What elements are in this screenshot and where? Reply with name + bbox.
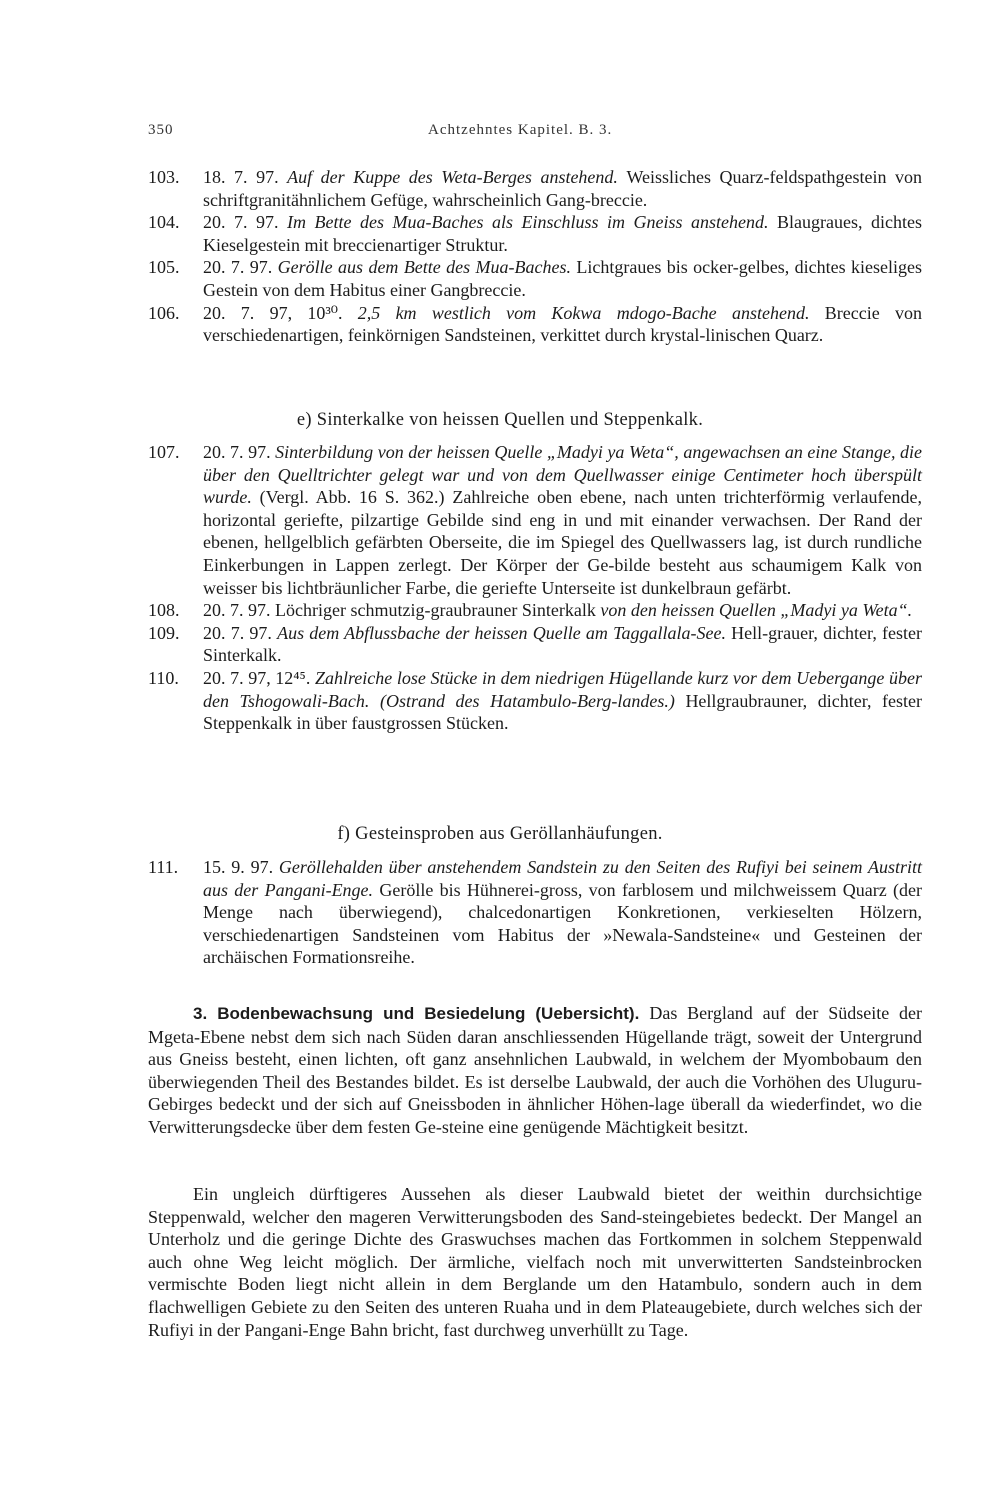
entry-number: 107.: [148, 442, 180, 462]
entry-list-group3: [148, 856, 922, 969]
entry-locality: Auf der Kuppe des Weta-Berges anstehend.: [287, 167, 627, 187]
entry-locality: Geröllehalden über anstehendem Sandstein zu den Seiten des Rufiyi bei seinem Austritt aus der Pangani-Enge.: [203, 857, 922, 900]
entry-description: Löchriger schmutzig-graubrauner Sinterkalk: [275, 600, 601, 621]
section-3-paragraph-2: [148, 1183, 922, 1341]
entry-list-group1: [148, 166, 922, 347]
entry-date: 20. 7. 97.: [203, 600, 275, 621]
section-heading-f: f) Gesteinsproben aus Geröllanhäufungen.: [337, 824, 663, 844]
entry-108: [148, 599, 922, 622]
entry-locality: von den heissen Quellen „Madyi ya Weta“.: [600, 600, 913, 621]
page-header: [148, 122, 928, 146]
entry-number: 105.: [148, 257, 180, 278]
entry-date: 20. 7. 97, 10³⁰.: [203, 302, 358, 323]
entry-description: Hell-grauer, dichter, fester Sinterkalk.: [203, 622, 922, 666]
entry-107: [148, 441, 922, 599]
entry-date: 20. 7. 97.: [203, 257, 278, 278]
entry-number: 108.: [148, 600, 180, 621]
entry-locality: 2,5 km westlich vom Kokwa mdogo-Bache anstehend.: [357, 302, 825, 323]
entry-description: Hellgraubrauner, dichter, fester Steppenkalk in über faustgrossen Stücken.: [203, 690, 922, 734]
entry-110: [148, 667, 922, 735]
running-title: Achtzehntes Kapitel. B. 3.: [428, 122, 613, 138]
paragraph-text: Das Bergland auf der Südseite der Mgeta-Ebene nebst dem sich nach Süden daran anschliessenden Hügellande trägt, soweit der Untergrund aus Gneiss besteht, einen lichten, oft ganz ansehnlichen Laubwald, in welchem der Myombobaum den überwiegenden Theil des Bestandes bildet. Es ist derselbe Laubwald, der auch die Vorhöhen des Uluguru-Gebirges bedeckt und der sich auf Gneissboden in ähnlicher Höhen-lage überall da wiederfindet, wo die Verwitterungsdecke über dem festen Ge-steine eine genügende Mächtigkeit besitzt.: [148, 1003, 922, 1137]
entry-date: 20. 7. 97.: [203, 622, 278, 643]
entry-date: 20. 7. 97.: [203, 442, 276, 462]
entry-description: Blaugraues, dichtes Kieselgestein mit breccienartiger Struktur.: [203, 212, 922, 255]
section-3-heading: 3. Bodenbewachsung und Besiedelung (Uebersicht).: [193, 1004, 650, 1023]
entry-109: [148, 622, 922, 667]
entry-number: 110.: [148, 667, 179, 688]
entry-locality: Zahlreiche lose Stücke in dem niedrigen Hügellande kurz vor dem Uebergange über den Tshogowali-Bach. (Ostrand des Hatambulo-Berg-landes.): [203, 667, 922, 711]
entry-locality: Sinterbildung von der heissen Quelle „Madyi ya Weta“, angewachsen an eine Stange, die über den Quelltrichter gelegt war und von dem Quellwasser einige Centimeter hoch überspült wurde.: [203, 442, 922, 508]
entry-locality: Aus dem Abflussbache der heissen Quelle am Taggallala-See.: [277, 622, 732, 643]
entry-description: Breccie von verschiedenartigen, feinkörnigen Sandsteinen, verkittet durch krystal-linischen Quarz.: [203, 302, 922, 346]
entry-description: (Vergl. Abb. 16 S. 362.) Zahlreiche oben ebene, nach unten trichterförmig verlaufende, horizontal geriefte, pilzartige Gebilde sind eng in und mit einander verwachsen. Der Rand der ebenen, hellgelblich gefärbten Oberseite, die im Spiegel des Quellwassers lag, ist durch rundliche Einkerbungen in Lappen zerlegt. Der Körper der Ge-bilde besteht aus schaumigem Kalk von weisser bis lichtbräunlicher Farbe, die geriefte Unterseite ist dunkelbraun gefärbt.: [203, 487, 922, 598]
paragraph-text: Ein ungleich dürftigeres Aussehen als dieser Laubwald bietet der weithin durchsichtige Steppenwald, welcher den mageren Verwitterungsboden des Sand-steingebietes bedeckt. Der Mangel an Unterholz und die geringe Dichte des Graswuchses machen das Fortkommen in solchem Steppenwald auch ohne Weg leicht möglich. Der ärmliche, vielfach noch mit unverwitterten Sandsteinbrocken vermischte Boden liegt nicht allein in dem Berglande um den Hatambulo, sondern auch in dem flachwelligen Gebiete zu den Seiten des unteren Ruaha und in dem Plateaugebiete, durch welches sich der Rufiyi in der Pangani-Enge Bahn bricht, fast durchweg unverhüllt zu Tage.: [148, 1184, 922, 1340]
entry-105: [148, 256, 922, 301]
entry-description: Gerölle bis Hühnerei-gross, von farblosem und milchweissem Quarz (der Menge nach überwiegend), chalcedonartigen Konkretionen, verkieselten Hölzern, verschiedenartigen Sandsteinen vom Habitus der »Newala-Sandsteine« und Gesteinen der archäischen Formationsreihe.: [203, 879, 922, 968]
entry-number: 104.: [148, 212, 180, 233]
entry-104: [148, 211, 922, 256]
entry-106: [148, 302, 922, 347]
entry-locality: Im Bette des Mua-Baches als Einschluss im Gneiss anstehend.: [287, 212, 778, 233]
entry-description: Weissliches Quarz-feldspathgestein von schriftgranitähnlichem Gefüge, wahrscheinlich Gang-breccie.: [203, 167, 923, 210]
entry-number: 103.: [148, 167, 180, 187]
entry-number: 106.: [148, 302, 180, 323]
entry-103: [148, 166, 922, 211]
entry-number: 109.: [148, 622, 180, 643]
section-heading-e: e) Sinterkalke von heissen Quellen und Steppenkalk.: [296, 410, 704, 430]
entry-date: 18. 7. 97.: [203, 167, 288, 187]
entry-number: 111.: [148, 857, 179, 877]
entry-locality: Gerölle aus dem Bette des Mua-Baches.: [277, 257, 577, 278]
entry-date: 20. 7. 97.: [203, 212, 288, 233]
entry-date: 15. 9. 97.: [203, 857, 279, 877]
entry-111: [148, 856, 922, 969]
entry-list-group2: [148, 441, 922, 735]
page-number: 350: [148, 122, 174, 138]
entry-description: Lichtgraues bis ocker-gelbes, dichtes kieseliges Gestein von dem Habitus einer Gangbreccie.: [203, 257, 923, 300]
section-3-paragraph-1: [148, 1002, 922, 1139]
entry-date: 20. 7. 97, 12⁴⁵.: [203, 667, 315, 688]
